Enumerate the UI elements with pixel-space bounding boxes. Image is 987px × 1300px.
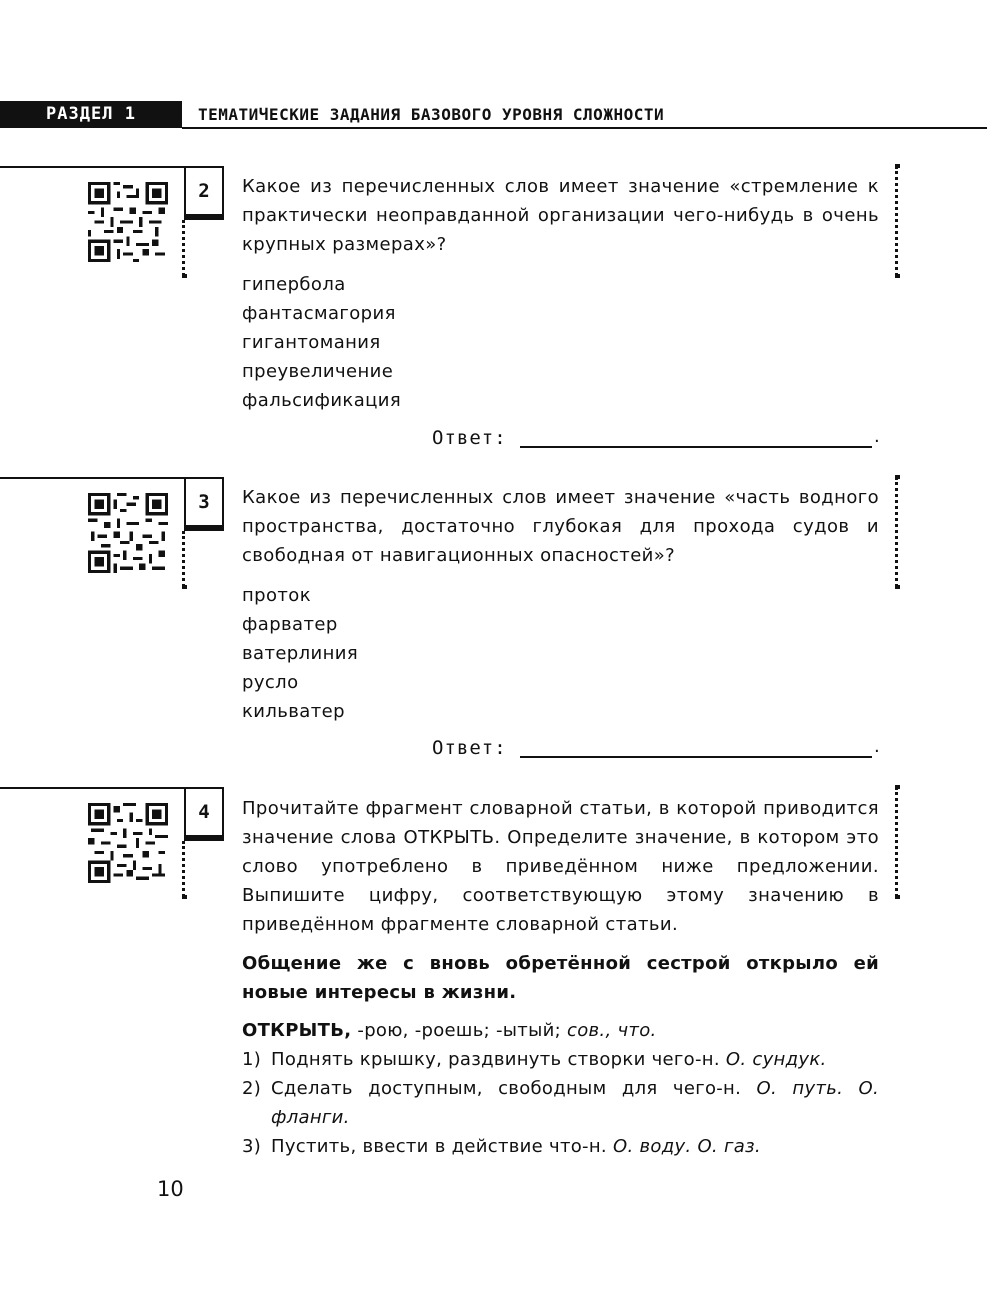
option: гипербола — [242, 274, 346, 295]
sense-number: 2) — [242, 1078, 262, 1099]
question-text: Прочитайте фрагмент словарной статьи, в которой приводится значение слова ОТКРЫТЬ. Определите значение, в котором это слово употреблено в приведённом ниже предложении. Выпишите цифру, соответствующую этому значению в приведённом фрагменте словарной статьи. — [242, 798, 879, 935]
section-header — [0, 101, 987, 129]
sense-example: О. сундук. — [725, 1049, 827, 1070]
sense-number: 3) — [242, 1136, 262, 1157]
dictionary-sense — [242, 1045, 879, 1074]
options-list — [242, 270, 401, 415]
sense-number: 1) — [242, 1049, 262, 1070]
sense-example: О. воду. О. газ. — [612, 1136, 761, 1157]
task-number-box — [184, 787, 224, 837]
task-number-bar — [184, 214, 224, 220]
grammar-note: сов., что. — [567, 1020, 657, 1041]
dotted-guide-left — [182, 841, 185, 897]
option: преувеличение — [242, 361, 394, 382]
sense-text: Сделать доступным, свободным для чего-н. — [271, 1078, 757, 1099]
dotted-guide-cap — [895, 274, 900, 278]
dotted-guide-right — [895, 477, 898, 587]
task-number-box — [184, 166, 224, 216]
qr-code-icon — [88, 803, 168, 883]
answer-field[interactable] — [520, 446, 872, 448]
question-text: Какое из перечисленных слов имеет значение «часть водного пространства, достаточно глубокая для прохода судов и свободная от навигационных опасностей»? — [242, 487, 879, 566]
task-rule — [0, 787, 184, 789]
task-number: 2 — [198, 180, 210, 202]
word-forms: -рою, -роешь; -ытый; — [351, 1020, 567, 1041]
dotted-guide-end — [182, 274, 187, 278]
dotted-guide-right — [895, 787, 898, 897]
header-rule — [182, 127, 987, 129]
section-title: ТЕМАТИЧЕСКИЕ ЗАДАНИЯ БАЗОВОГО УРОВНЯ СЛОЖНОСТИ — [198, 105, 665, 124]
dotted-guide-end — [182, 895, 187, 899]
answer-dot: . — [874, 736, 880, 757]
option: фальсификация — [242, 390, 402, 411]
dotted-guide-cap — [895, 585, 900, 589]
task-number-bar — [184, 835, 224, 841]
sense-text: Пустить, ввести в действие что-н. — [271, 1136, 613, 1157]
question-text: Какое из перечисленных слов имеет значение «стремление к практически неоправданной организации чего-нибудь в очень крупных размерах»? — [242, 176, 879, 255]
answer-field[interactable] — [520, 756, 872, 758]
sense-example: О. путь. О. фланги. — [271, 1078, 879, 1128]
options-list — [242, 581, 358, 726]
qr-code-icon — [88, 182, 168, 262]
dotted-guide-right — [895, 166, 898, 276]
task-number: 3 — [198, 491, 210, 513]
option: ватерлиния — [242, 643, 359, 664]
option: фарватер — [242, 614, 338, 635]
task-rule — [0, 166, 184, 168]
dictionary-entry — [242, 1016, 879, 1161]
option: русло — [242, 672, 299, 693]
option: гигантомания — [242, 332, 381, 353]
option: проток — [242, 585, 311, 606]
answer-label: Ответ: — [432, 737, 507, 759]
example-sentence: Общение же с вновь обретённой сестрой открыло ей новые интересы в жизни. — [242, 953, 879, 1003]
sense-text: Поднять крышку, раздвинуть створки чего-н. — [271, 1049, 726, 1070]
answer-dot: . — [874, 426, 880, 447]
task-number: 4 — [198, 801, 210, 823]
task-number-bar — [184, 525, 224, 531]
section-label: РАЗДЕЛ 1 — [0, 101, 182, 128]
dotted-guide-left — [182, 220, 185, 276]
answer-label: Ответ: — [432, 427, 507, 449]
dotted-guide-left — [182, 531, 185, 587]
dictionary-sense — [242, 1132, 879, 1161]
dictionary-sense — [242, 1074, 879, 1132]
task-rule — [0, 477, 184, 479]
option: фантасмагория — [242, 303, 396, 324]
qr-code-icon — [88, 493, 168, 573]
task-number-box — [184, 477, 224, 527]
headword: ОТКРЫТЬ, — [242, 1020, 352, 1041]
dotted-guide-end — [182, 585, 187, 589]
page-number: 10 — [157, 1177, 184, 1201]
option: кильватер — [242, 701, 345, 722]
dictionary-headline — [242, 1016, 879, 1045]
dotted-guide-cap — [895, 895, 900, 899]
